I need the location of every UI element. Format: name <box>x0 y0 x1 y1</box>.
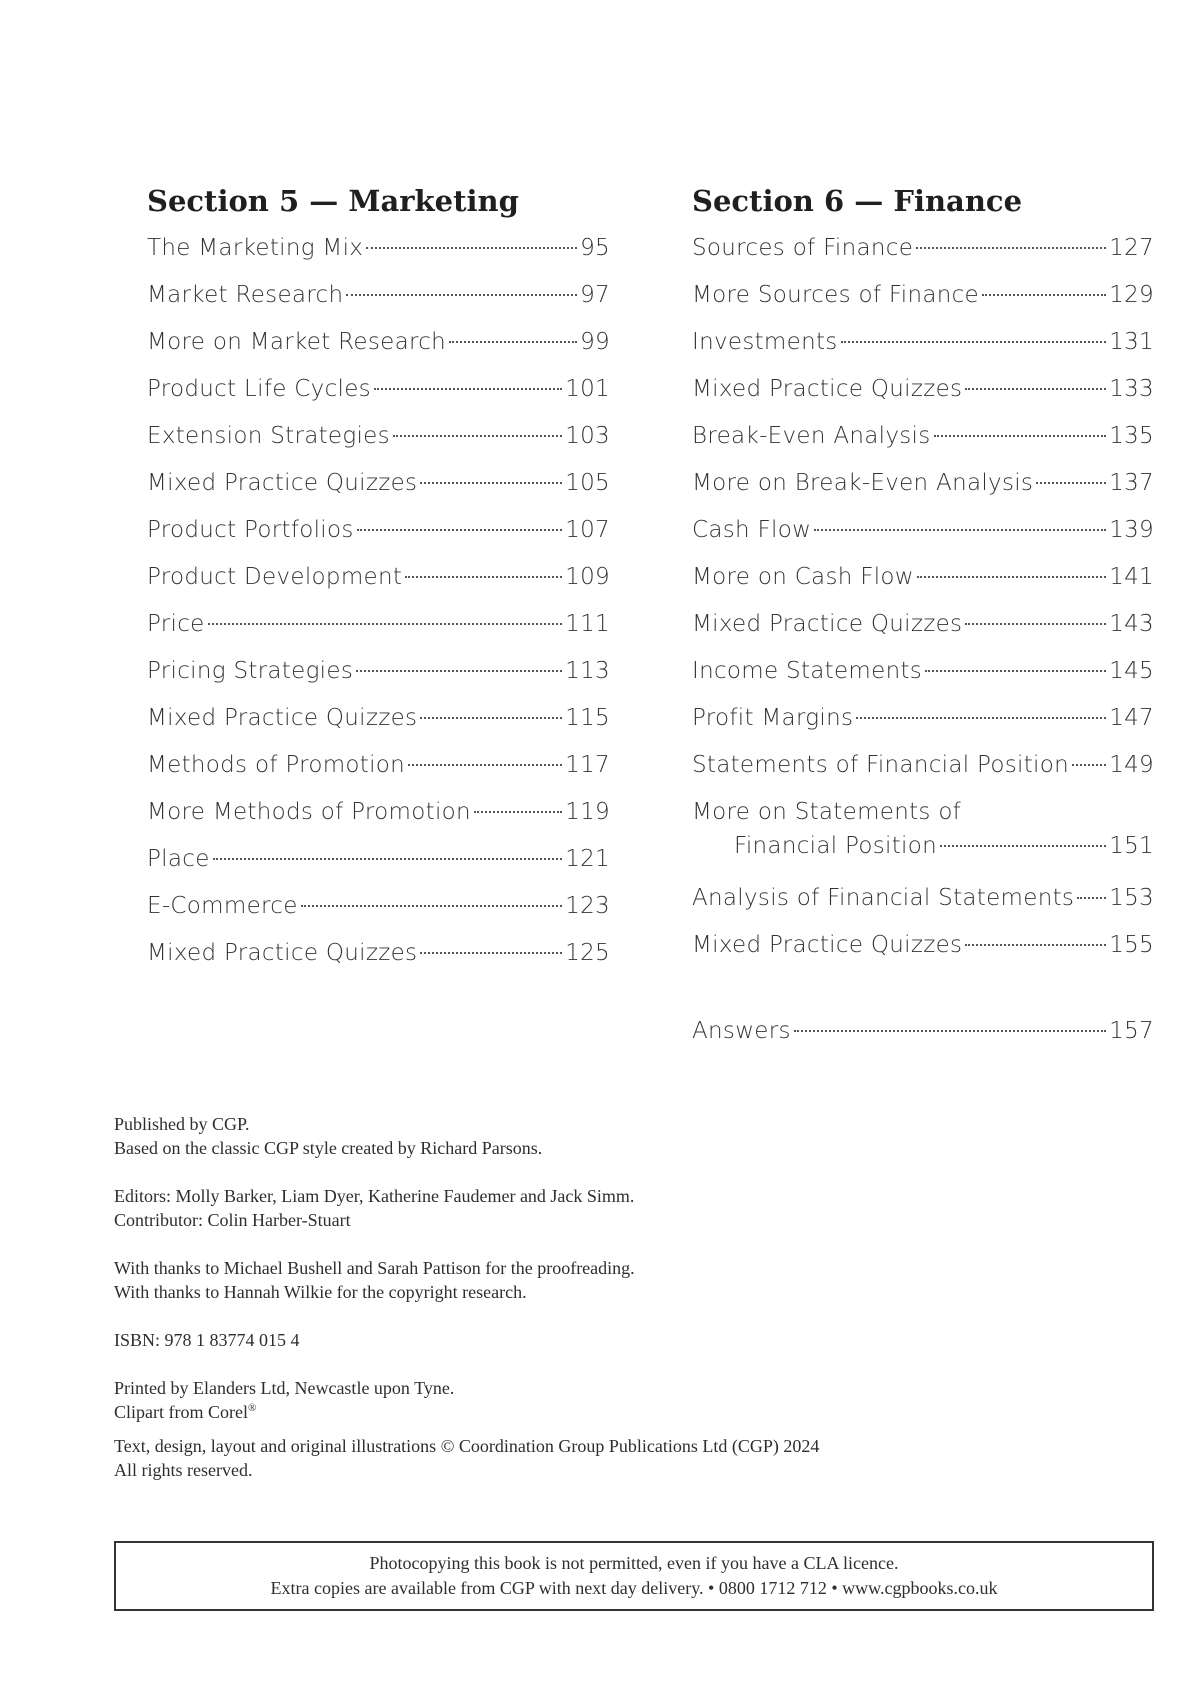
toc-entry[interactable] <box>692 648 1154 695</box>
toc-entry[interactable] <box>692 366 1154 413</box>
toc-entry-answers[interactable] <box>692 1008 1154 1055</box>
dot-leader <box>213 858 563 860</box>
toc-entry-page: 145 <box>1109 658 1154 684</box>
dot-leader <box>474 811 562 813</box>
toc-entry[interactable] <box>147 225 610 272</box>
toc-entry-page: 135 <box>1109 423 1154 449</box>
toc-entry[interactable] <box>147 648 610 695</box>
toc-entry-title: Investments <box>692 329 838 355</box>
toc-entry-title: Analysis of Financial Statements <box>692 885 1075 911</box>
dot-leader <box>940 845 1106 847</box>
toc-entry-page: 105 <box>565 470 610 496</box>
toc-entry[interactable] <box>147 601 610 648</box>
editors: Editors: Molly Barker, Liam Dyer, Katherine Faudemer and Jack Simm. <box>114 1186 635 1206</box>
toc-entry-page: 149 <box>1109 752 1154 778</box>
contributor: Contributor: Colin Harber-Stuart <box>114 1210 351 1230</box>
publication-credits <box>114 1112 1114 1482</box>
toc-entry-page: 137 <box>1109 470 1154 496</box>
dot-leader <box>420 952 562 954</box>
toc-section-marketing <box>147 183 610 977</box>
toc-entry-title: Place <box>147 846 210 872</box>
toc-entry-page: 111 <box>565 611 610 637</box>
toc-entry-title: More on Cash Flow <box>692 564 914 590</box>
toc-entry-title: Cash Flow <box>692 517 812 543</box>
toc-entry-page: 123 <box>565 893 610 919</box>
dot-leader <box>916 247 1106 249</box>
toc-entry-page: 109 <box>565 564 610 590</box>
toc-entry-title: Statements of Financial Position <box>692 752 1069 778</box>
toc-entry-page: 117 <box>565 752 610 778</box>
toc-entry-page: 121 <box>565 846 610 872</box>
dot-leader <box>1036 482 1106 484</box>
toc-entry[interactable] <box>692 742 1154 789</box>
dot-leader <box>965 623 1106 625</box>
printed-by: Printed by Elanders Ltd, Newcastle upon Tyne. <box>114 1378 455 1398</box>
toc-entry[interactable] <box>147 272 610 319</box>
toc-entry[interactable] <box>147 460 610 507</box>
toc-section-finance <box>692 183 1154 969</box>
toc-answers <box>692 1008 1154 1055</box>
toc-entry-page: 141 <box>1109 564 1154 590</box>
toc-entry[interactable] <box>692 601 1154 648</box>
dot-leader <box>374 388 562 390</box>
toc-entry-page: 97 <box>580 282 610 308</box>
toc-entry-page: 119 <box>565 799 610 825</box>
toc-entry-page: 147 <box>1109 705 1154 731</box>
toc-entry-title: Product Development <box>147 564 403 590</box>
toc-entry-title: Break-Even Analysis <box>692 423 931 449</box>
toc-entry-page: 155 <box>1109 932 1154 958</box>
section-heading: Section 6 — Finance <box>692 184 1023 218</box>
clipart-credit <box>114 1400 1114 1424</box>
toc-entry[interactable] <box>692 272 1154 319</box>
toc-entry[interactable] <box>147 742 610 789</box>
toc-entry[interactable] <box>147 836 610 883</box>
toc-entry[interactable] <box>692 922 1154 969</box>
toc-entry-page: 101 <box>565 376 610 402</box>
toc-entry-page: 143 <box>1109 611 1154 637</box>
toc-entry-page: 95 <box>580 235 610 261</box>
toc-entry-page: 127 <box>1109 235 1154 261</box>
dot-leader <box>814 529 1106 531</box>
toc-list <box>692 225 1154 969</box>
toc-entry-page: 157 <box>1109 1018 1154 1044</box>
toc-entry[interactable] <box>147 366 610 413</box>
toc-entry[interactable] <box>692 507 1154 554</box>
toc-entry[interactable] <box>147 930 610 977</box>
toc-entry-title: Extension Strategies <box>147 423 390 449</box>
toc-entry-title: Mixed Practice Quizzes <box>147 705 418 731</box>
toc-entry[interactable] <box>692 413 1154 460</box>
dot-leader <box>965 388 1106 390</box>
toc-list <box>147 225 610 977</box>
notice-line-2: Extra copies are available from CGP with next day delivery. • 0800 1712 712 • www.cgpbooks.co.uk <box>270 1578 998 1598</box>
dot-leader <box>408 764 562 766</box>
toc-entry[interactable] <box>692 554 1154 601</box>
photocopy-notice-box <box>114 1541 1154 1611</box>
dot-leader <box>917 576 1106 578</box>
dot-leader <box>420 717 562 719</box>
dot-leader <box>208 623 563 625</box>
toc-entry-page: 113 <box>565 658 610 684</box>
toc-entry-title: Sources of Finance <box>692 235 914 261</box>
toc-entry-page: 103 <box>565 423 610 449</box>
section-heading: Section 5 — Marketing <box>147 184 519 218</box>
thanks-copyright: With thanks to Hannah Wilkie for the copyright research. <box>114 1282 527 1302</box>
toc-entry-title: E-Commerce <box>147 893 298 919</box>
dot-leader <box>420 482 562 484</box>
toc-entry-page: 133 <box>1109 376 1154 402</box>
dot-leader <box>856 717 1106 719</box>
dot-leader <box>366 247 577 249</box>
toc-entry[interactable] <box>692 789 1154 875</box>
toc-entry-page: 131 <box>1109 329 1154 355</box>
clipart-text: Clipart from Corel <box>114 1402 248 1422</box>
toc-entry-title: More on Statements of <box>692 799 962 825</box>
toc-entry-page: 107 <box>565 517 610 543</box>
toc-entry[interactable] <box>692 695 1154 742</box>
toc-entry-title: Mixed Practice Quizzes <box>692 932 963 958</box>
dot-leader <box>357 529 563 531</box>
toc-entry-title: Product Portfolios <box>147 517 354 543</box>
dot-leader <box>393 435 562 437</box>
toc-entry[interactable] <box>692 875 1154 922</box>
toc-entry-title: Mixed Practice Quizzes <box>147 940 418 966</box>
toc-entry[interactable] <box>147 413 610 460</box>
toc-entry[interactable] <box>147 883 610 930</box>
toc-entry-title: Pricing Strategies <box>147 658 354 684</box>
toc-entry-title: Mixed Practice Quizzes <box>692 376 963 402</box>
toc-entry-title: More on Break-Even Analysis <box>692 470 1034 496</box>
toc-entry-title: More on Market Research <box>147 329 447 355</box>
toc-entry[interactable] <box>147 695 610 742</box>
dot-leader <box>794 1030 1106 1032</box>
dot-leader <box>965 944 1106 946</box>
toc-entry[interactable] <box>692 319 1154 366</box>
published-by: Published by CGP. <box>114 1114 250 1134</box>
toc-entry-title: Profit Margins <box>692 705 854 731</box>
toc-entry-page: 125 <box>565 940 610 966</box>
toc-entry[interactable] <box>147 507 610 554</box>
rights-reserved: All rights reserved. <box>114 1460 253 1480</box>
dot-leader <box>405 576 562 578</box>
toc-entry-title: Answers <box>692 1018 791 1044</box>
based-on: Based on the classic CGP style created by Richard Parsons. <box>114 1138 543 1158</box>
toc-entry-page: 151 <box>1109 833 1154 859</box>
dot-leader <box>301 905 563 907</box>
dot-leader <box>982 294 1106 296</box>
toc-entry-title: Market Research <box>147 282 344 308</box>
toc-entry[interactable] <box>147 789 610 836</box>
dot-leader <box>1077 897 1106 899</box>
toc-entry[interactable] <box>692 225 1154 272</box>
toc-entry-title-continued: Financial Position <box>734 833 937 859</box>
toc-entry-page: 99 <box>580 329 610 355</box>
toc-entry-title: Product Life Cycles <box>147 376 371 402</box>
toc-entry-title: Income Statements <box>692 658 923 684</box>
dot-leader <box>1072 764 1106 766</box>
toc-entry-page: 115 <box>565 705 610 731</box>
toc-entry-title: Price <box>147 611 205 637</box>
toc-entry[interactable] <box>692 460 1154 507</box>
dot-leader <box>934 435 1107 437</box>
toc-entry-title: More Methods of Promotion <box>147 799 471 825</box>
toc-entry-title: Mixed Practice Quizzes <box>692 611 963 637</box>
toc-entry-page: 153 <box>1109 885 1154 911</box>
toc-entry-title: Mixed Practice Quizzes <box>147 470 418 496</box>
toc-entry-title: Methods of Promotion <box>147 752 406 778</box>
dot-leader <box>925 670 1106 672</box>
copyright: Text, design, layout and original illustrations © Coordination Group Publications Ltd (CGP) 2024 <box>114 1436 820 1456</box>
thanks-proofreading: With thanks to Michael Bushell and Sarah Pattison for the proofreading. <box>114 1258 635 1278</box>
toc-entry-page: 139 <box>1109 517 1154 543</box>
dot-leader <box>356 670 562 672</box>
dot-leader <box>449 341 577 343</box>
notice-line-1: Photocopying this book is not permitted, even if you have a CLA licence. <box>369 1553 899 1573</box>
toc-entry-page: 129 <box>1109 282 1154 308</box>
registered-mark: ® <box>247 1402 257 1414</box>
toc-entry[interactable] <box>147 319 610 366</box>
dot-leader <box>346 294 577 296</box>
dot-leader <box>841 341 1107 343</box>
toc-entry-title: More Sources of Finance <box>692 282 979 308</box>
isbn: ISBN: 978 1 83774 015 4 <box>114 1330 300 1350</box>
toc-entry[interactable] <box>147 554 610 601</box>
toc-entry-title: The Marketing Mix <box>147 235 364 261</box>
